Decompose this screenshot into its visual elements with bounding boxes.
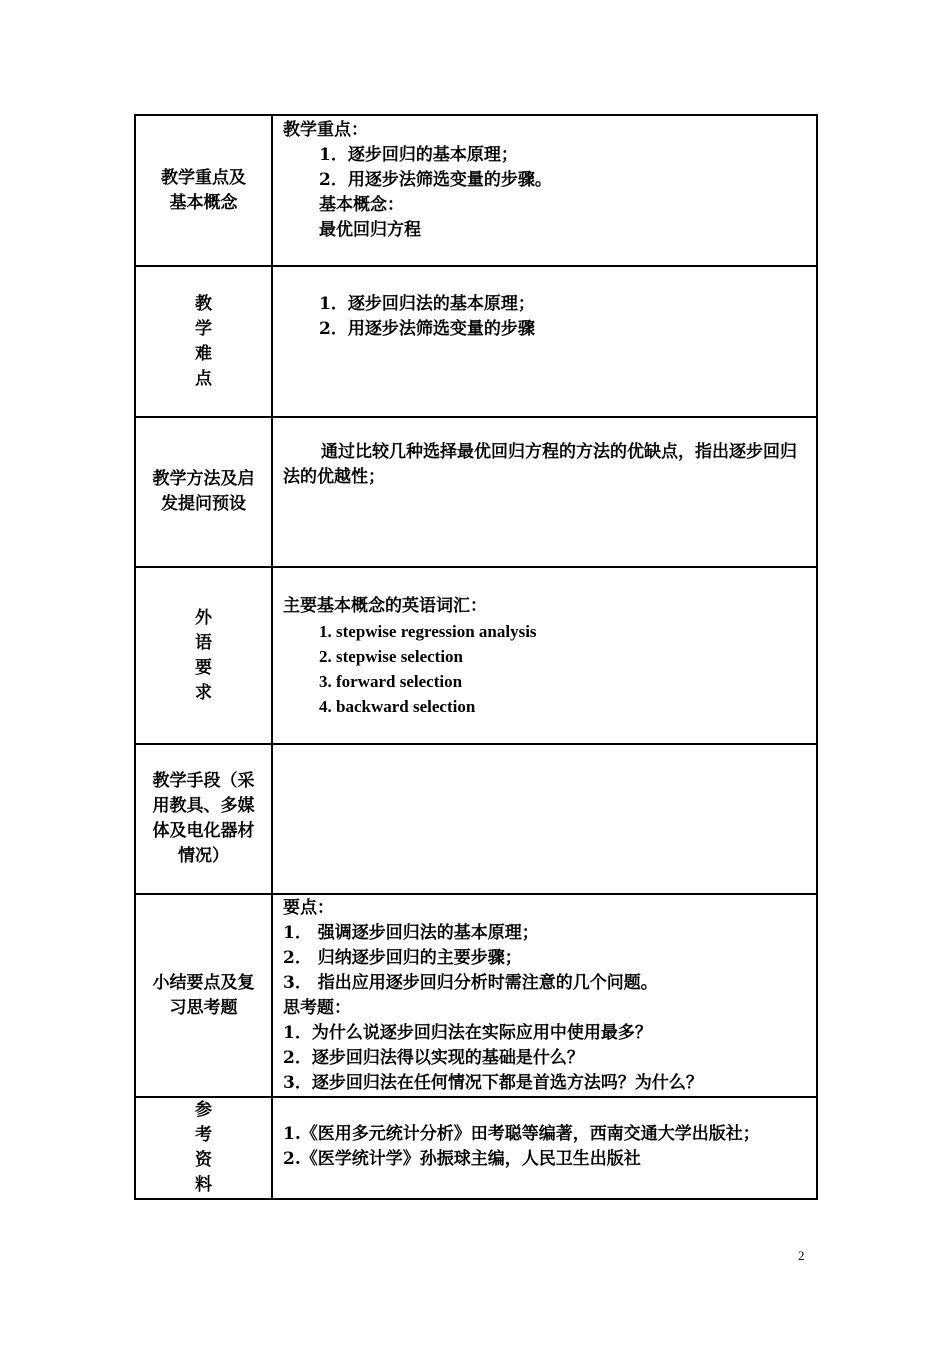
questions-heading: 思考题：: [283, 998, 351, 1018]
content-foreign-language: [272, 567, 817, 744]
difficulty-item: 1．逐步回归法的基本原理；: [319, 294, 535, 314]
row-methods: [135, 417, 817, 567]
label-difficulties: 教 学 难 点: [135, 266, 272, 417]
vocabulary-item: 4. backward selection: [319, 697, 476, 716]
lesson-plan-table: [134, 114, 818, 1200]
vocabulary-intro: 主要基本概念的英语词汇：: [283, 596, 487, 616]
reference-item: 2.《医学统计学》孙振球主编，人民卫生出版社: [283, 1149, 641, 1169]
content-difficulties: [272, 266, 817, 417]
label-key-points: 教学重点及 基本概念: [135, 115, 272, 266]
row-teaching-means: [135, 744, 817, 894]
summary-point: 3． 指出应用逐步回归分析时需注意的几个问题。: [283, 973, 658, 993]
vocabulary-item: 3. forward selection: [319, 672, 463, 691]
label-foreign-language: 外 语 要 求: [135, 567, 272, 744]
row-difficulties: [135, 266, 817, 417]
difficulty-item: 2．用逐步法筛选变量的步骤: [319, 319, 535, 339]
content-summary: [272, 894, 817, 1097]
row-references: [135, 1097, 817, 1199]
vocabulary-item: 2. stepwise selection: [319, 647, 464, 666]
vocabulary-item: 1. stepwise regression analysis: [319, 622, 537, 641]
key-point-item: 2．用逐步法筛选变量的步骤。: [319, 170, 552, 190]
content-teaching-means: [272, 744, 817, 894]
summary-point: 2． 归纳逐步回归的主要步骤；: [283, 948, 522, 968]
content-key-points: [272, 115, 817, 266]
row-key-points: [135, 115, 817, 266]
row-summary: [135, 894, 817, 1097]
label-teaching-means: 教学手段（采 用教具、多媒 体及电化器材 情况）: [135, 744, 272, 894]
question-item: 1．为什么说逐步回归法在实际应用中使用最多？: [283, 1023, 652, 1043]
concepts-heading: 基本概念：: [319, 195, 404, 215]
reference-item: 1.《医用多元统计分析》田考聪等编著，西南交通大学出版社；: [283, 1124, 760, 1144]
methods-paragraph: 通过比较几种选择最优回归方程的方法的优缺点，指出逐步回归法的优越性；: [283, 442, 797, 487]
label-summary: 小结要点及复 习思考题: [135, 894, 272, 1097]
content-methods: [272, 417, 817, 567]
label-methods: 教学方法及启 发提问预设: [135, 417, 272, 567]
summary-point: 1． 强调逐步回归法的基本原理；: [283, 923, 539, 943]
content-references: [272, 1097, 817, 1199]
summary-points-heading: 要点：: [283, 898, 334, 918]
page-number: 2: [798, 1248, 805, 1263]
row-foreign-language: [135, 567, 817, 744]
concept-item: 最优回归方程: [319, 220, 421, 240]
key-points-heading: 教学重点：: [283, 120, 368, 140]
label-references: 参 考 资 料: [135, 1097, 272, 1199]
key-point-item: 1．逐步回归的基本原理；: [319, 145, 518, 165]
question-item: 3．逐步回归法在任何情况下都是首选方法吗？为什么？: [283, 1073, 703, 1093]
question-item: 2．逐步回归法得以实现的基础是什么？: [283, 1048, 584, 1068]
